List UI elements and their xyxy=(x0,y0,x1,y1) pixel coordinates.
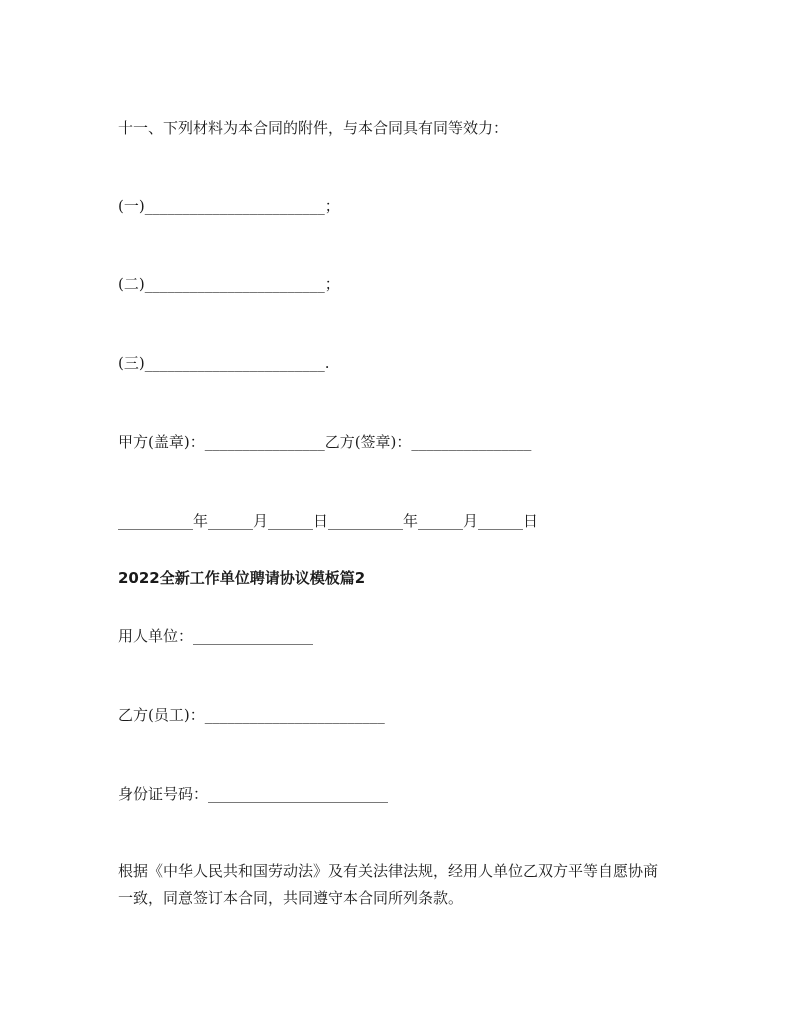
intro-paragraph xyxy=(118,858,698,912)
intro-paragraph-line-1: 根据《中华人民共和国劳动法》及有关法律法规，经用人单位乙双方平等自愿协商 xyxy=(118,862,659,880)
id-number-field: 身份证号码：________________________ xyxy=(118,785,389,803)
intro-paragraph-line-2: 一致，同意签订本合同，共同遵守本合同所列条款。 xyxy=(118,889,464,907)
attachment-line-3: (三)________________________. xyxy=(118,354,330,372)
signature-line: 甲方(盖章)：________________乙方(签章)：________________ xyxy=(118,433,532,451)
employer-field: 用人单位：________________ xyxy=(118,627,314,645)
date-line: __________年______月______日__________年______月______日 xyxy=(118,512,539,530)
attachment-line-2: (二)________________________； xyxy=(118,275,340,293)
section-heading: 2022全新工作单位聘请协议模板篇2 xyxy=(118,569,366,587)
employee-field: 乙方(员工)：________________________ xyxy=(118,706,385,724)
clause-11-intro: 十一、下列材料为本合同的附件，与本合同具有同等效力： xyxy=(118,119,509,137)
attachment-line-1: (一)________________________； xyxy=(118,197,340,215)
